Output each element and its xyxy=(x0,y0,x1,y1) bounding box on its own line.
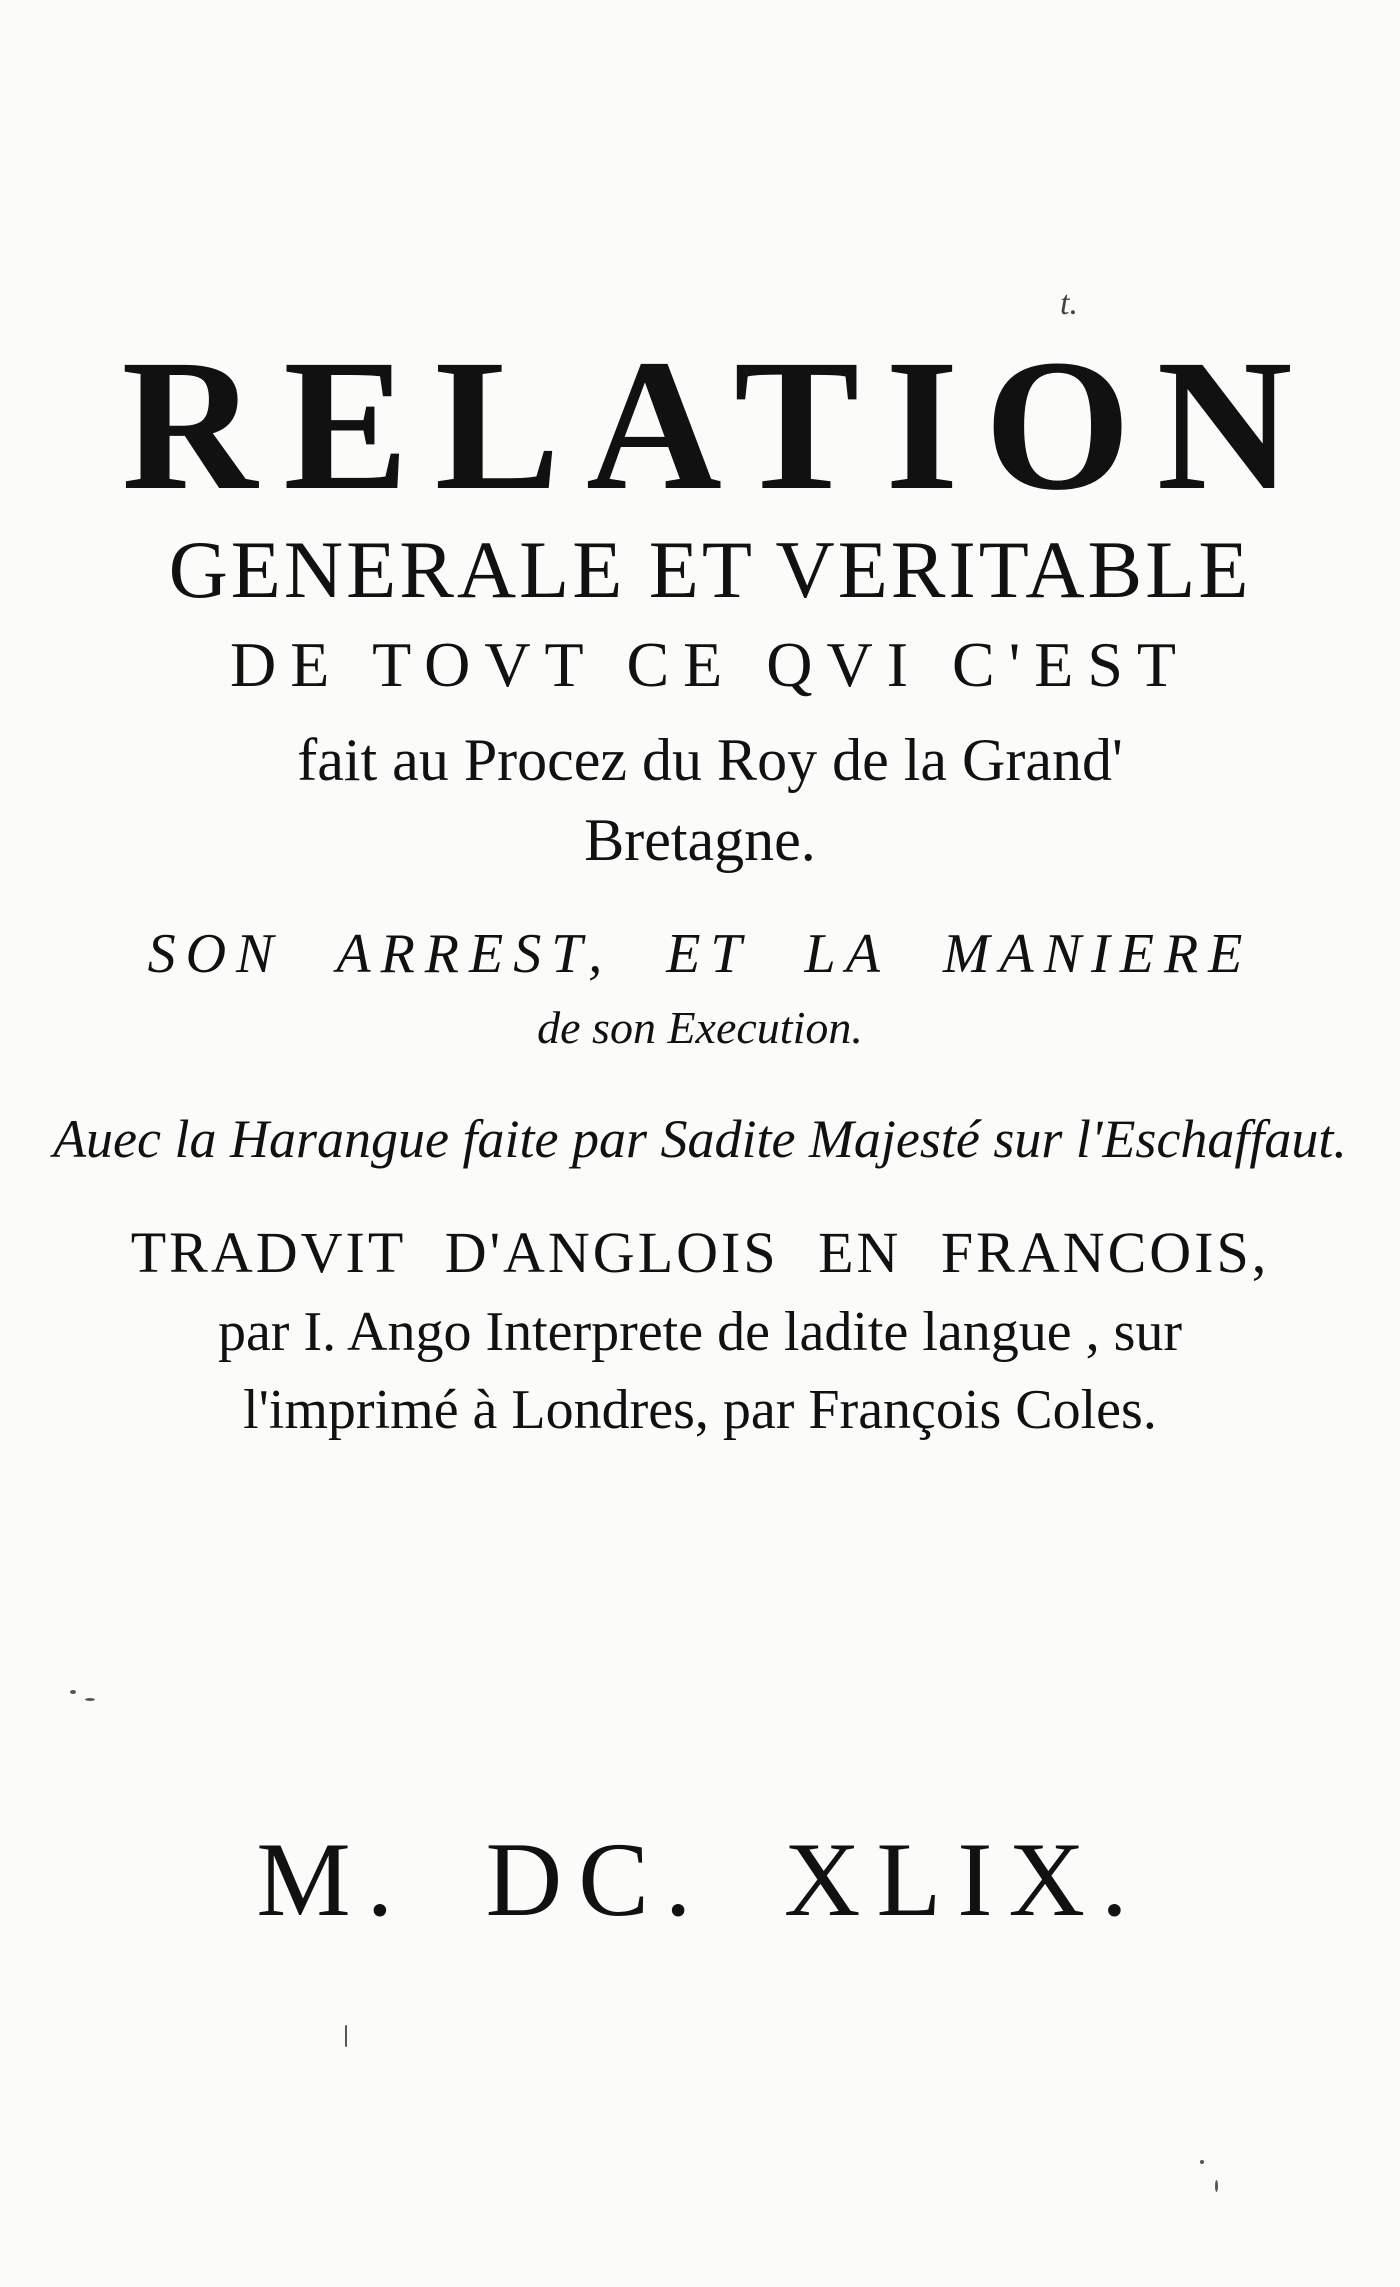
paper-speck xyxy=(1200,2160,1204,2164)
publication-date: M. DC. XLIX. xyxy=(256,1821,1144,1938)
paper-speck xyxy=(70,1690,76,1694)
translation-line-1: TRADVIT D'ANGLOIS EN FRANCOIS, xyxy=(130,1220,1270,1285)
handwritten-mark: t. xyxy=(1060,285,1078,322)
paper-speck xyxy=(1215,2180,1218,2192)
subtitle-line-2: GENERALE ET VERITABLE xyxy=(168,524,1252,615)
paper-speck xyxy=(345,2025,347,2047)
paper-speck xyxy=(85,1698,95,1701)
main-title: RELATION xyxy=(121,320,1319,529)
subtitle-line-5: Bretagne. xyxy=(584,807,816,873)
subtitle-line-7: de son Execution. xyxy=(537,1002,863,1053)
subtitle-line-3: DE TOVT CE QVI C'EST xyxy=(230,629,1190,700)
subtitle-line-8: Auec la Harangue faite par Sadite Majesté sur l'Eschaffaut. xyxy=(53,1109,1347,1169)
translation-line-3: l'imprimé à Londres, par François Coles. xyxy=(243,1379,1157,1441)
subtitle-line-4: fait au Procez du Roy de la Grand' xyxy=(297,727,1123,793)
subtitle-line-6: SON ARREST, ET LA MANIERE xyxy=(147,923,1253,985)
translation-line-2: par I. Ango Interprete de ladite langue , sur xyxy=(217,1301,1183,1363)
